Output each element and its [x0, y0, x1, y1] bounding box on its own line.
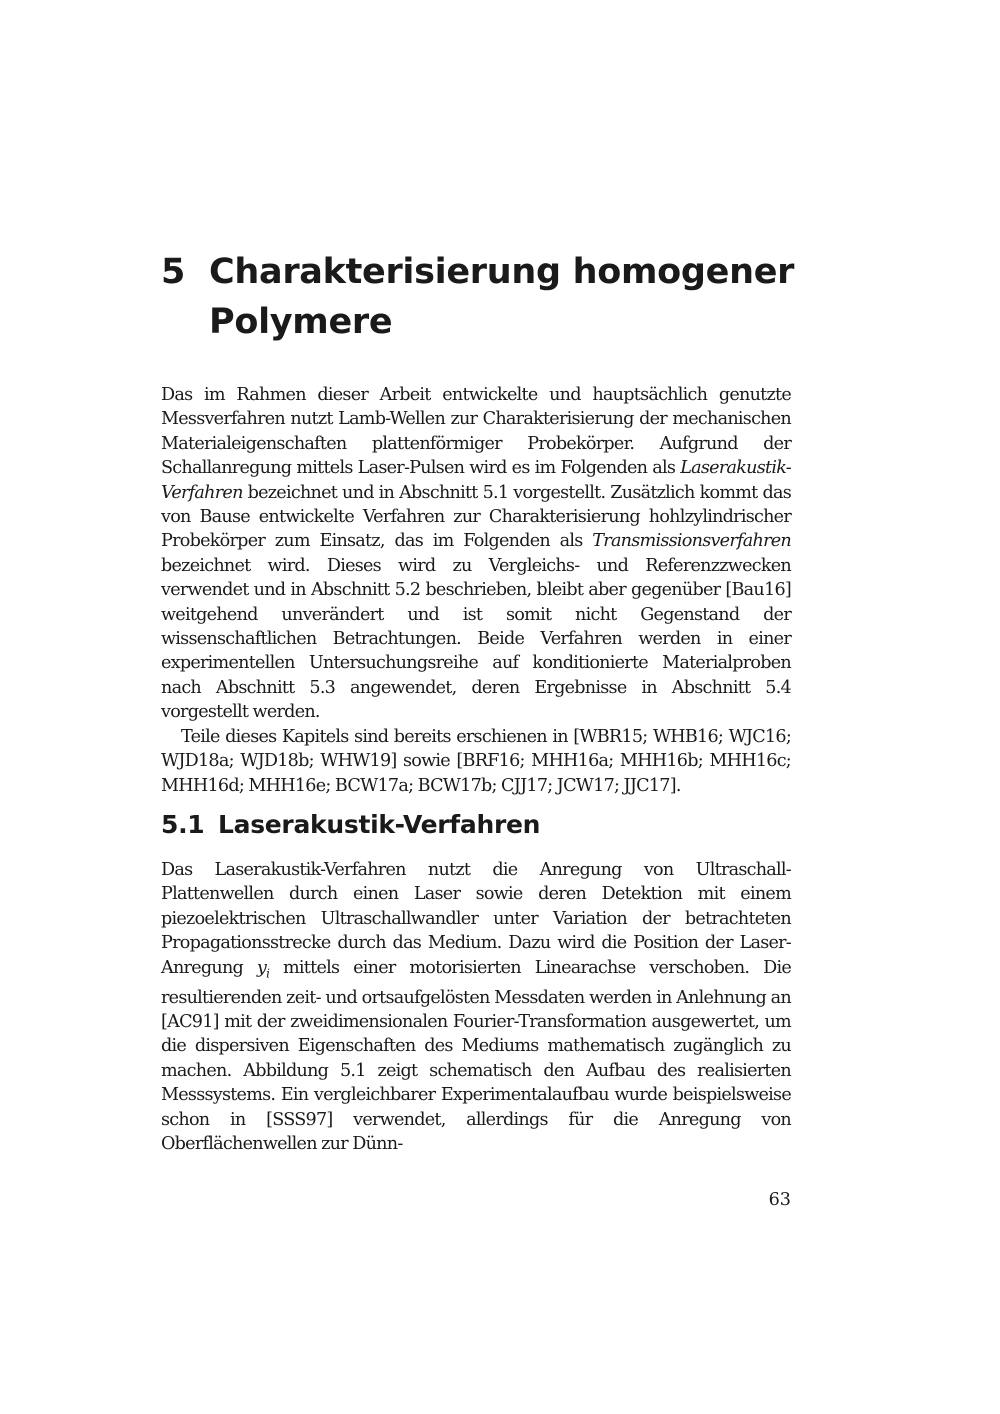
intro-paragraph-2: Teile dieses Kapitels sind bereits erschienen in [WBR15; WHB16; WJC16; WJD18a; WJD18b; WHW19] sowie [BRF16; MHH16a; MHH16b; MHH16c; MHH16d; MHH16e; BCW17a; BCW17b; CJJ17; JCW17; JJC17].	[161, 726, 791, 796]
math-subscript-i: i	[266, 966, 270, 981]
section-p1-text-2: mittels einer motorisierten Linearachse verschoben. Die resultierenden zeit- und ortsaufgelösten Messdaten werden in Anlehnung an [AC91] mit der zweidimensionalen Fourier-Transformation ausgewertet, um die dispersiven Eigenschaften des Mediums mathematisch zugänglich zu machen. Abbildung 5.1 zeigt schematisch den Aufbau des realisierten Messsystems. Ein vergleichbarer Experimentalaufbau wurde beispielsweise schon in [SSS97] verwendet, allerdings für die Anregung von Oberflächenwellen zur Dünn-	[161, 957, 791, 1154]
page-number: 63	[768, 1190, 791, 1210]
chapter-number: 5	[161, 252, 186, 292]
chapter-title: Charakterisierung homogener Polymere	[209, 252, 795, 342]
section-title: Laserakustik-Verfahren	[218, 810, 541, 839]
section-paragraph-1	[161, 858, 791, 1156]
section-p1-text-1: Das Laserakustik-Verfahren nutzt die Anregung von Ultraschall-Plattenwellen durch einen Laser sowie deren Detektion mit einem piezoelektrischen Ultraschallwandler unter Variation der betrachteten Propagationsstrecke durch das Medium. Dazu wird die Position der Laser-Anregung	[161, 860, 791, 978]
term-laserakustik: Laserakustik-Verfahren	[161, 458, 791, 503]
term-transmission: Transmissionsverfahren	[592, 531, 791, 552]
intro-p1-text-2: bezeichnet und in Abschnitt 5.1 vorgestellt. Zusätzlich kommt das von Bause entwickelte Verfahren zur Charakterisierung hohlzylindrischer Probekörper zum Einsatz, das im Folgenden als	[161, 482, 791, 552]
intro-p1-text-3: bezeichnet wird. Dieses wird zu Vergleichs- und Referenzzwecken verwendet und in Abschnitt 5.2 beschrieben, bleibt aber gegenüber [Bau16] weitgehend unverändert und ist somit nicht Gegenstand der wissenschaftlichen Betrachtungen. Beide Verfahren werden in einer experimentellen Untersuchungsreihe auf konditionierte Materialproben nach Abschnitt 5.3 angewendet, deren Ergebnisse in Abschnitt 5.4 vorgestellt werden.	[161, 555, 791, 723]
intro-paragraph-1	[161, 383, 791, 725]
section-number: 5.1	[161, 810, 205, 839]
intro-p1-text-1: Das im Rahmen dieser Arbeit entwickelte und hauptsächlich genutzte Messverfahren nutzt Lamb-Wellen zur Charakterisierung der mechanischen Materialeigenschaften plattenförmiger Probekörper. Aufgrund der Schallanregung mittels Laser-Pulsen wird es im Folgenden als	[161, 385, 791, 479]
intro-text-block	[161, 383, 791, 798]
section-text-block	[161, 858, 791, 1156]
math-variable-y: y	[256, 957, 267, 978]
